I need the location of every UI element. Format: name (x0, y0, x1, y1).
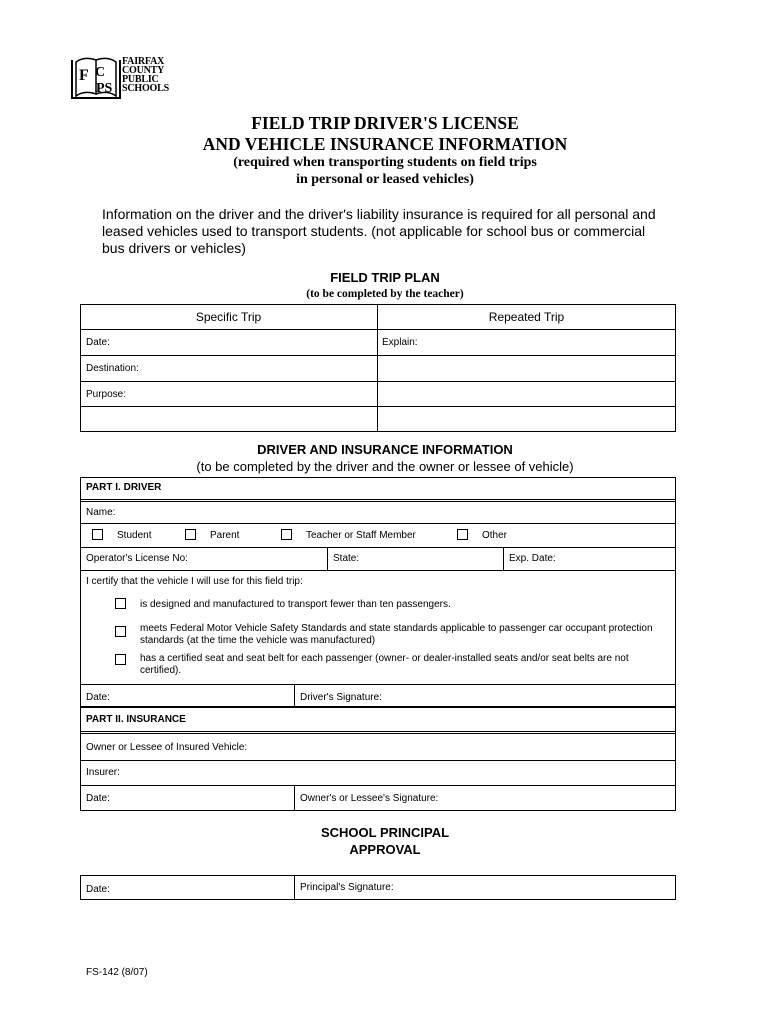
principal-heading-line2: APPROVAL (349, 842, 421, 857)
owner-signature-field[interactable]: Owner's or Lessee's Signature: (300, 793, 439, 804)
cert-checkbox-3[interactable] (115, 654, 126, 665)
cert-checkbox-1[interactable] (115, 598, 126, 609)
cert-checkbox-1-box[interactable] (115, 598, 126, 609)
part2-heading: PART II. INSURANCE (86, 714, 186, 725)
org-line-fairfax: FAIRFAX (122, 56, 165, 67)
part1-heading-rule (80, 499, 676, 502)
plan-subheading: (to be completed by the teacher) (306, 288, 464, 300)
plan-purpose-field[interactable]: Purpose: (86, 389, 127, 400)
plan-destination-field[interactable]: Destination: (86, 363, 139, 374)
svg-text:F: F (79, 67, 89, 84)
plan-date-field[interactable]: Date: (86, 337, 110, 348)
svg-text:PS: PS (96, 81, 113, 96)
plan-row-line (80, 355, 676, 356)
plan-explain-field[interactable]: Explain: (382, 337, 418, 348)
driver-sign-divider (294, 684, 295, 707)
driver-name-field[interactable]: Name: (86, 507, 116, 518)
checkbox-other-box[interactable] (457, 529, 468, 540)
part2-row-line (80, 785, 676, 786)
part1-row-line (80, 684, 676, 685)
checkbox-student[interactable] (92, 529, 103, 540)
plan-heading: FIELD TRIP PLAN (330, 270, 440, 285)
cert-checkbox-2-box[interactable] (115, 626, 126, 637)
checkbox-student-label: Student (117, 530, 152, 541)
part1-heading: PART I. DRIVER (86, 482, 162, 493)
org-line-schools: SCHOOLS (122, 83, 169, 94)
cert-text-2a: meets Federal Motor Vehicle Safety Standards and state standards applicable to passenger car occupant protection (140, 623, 653, 634)
fcps-logo-mark (70, 52, 130, 102)
plan-row-line (80, 329, 676, 330)
driver-insurance-heading: DRIVER AND INSURANCE INFORMATION (257, 442, 513, 457)
plan-col-repeated-trip: Repeated Trip (488, 310, 565, 324)
part2-heading-rule (80, 731, 676, 734)
owner-sign-divider (294, 785, 295, 811)
owner-date-field[interactable]: Date: (86, 793, 110, 804)
part1-row-line (80, 570, 676, 571)
plan-col-specific-trip: Specific Trip (195, 310, 262, 324)
checkbox-parent[interactable] (185, 529, 196, 540)
form-title-line2: AND VEHICLE INSURANCE INFORMATION (202, 134, 568, 154)
owner-lessee-field[interactable]: Owner or Lessee of Insured Vehicle: (86, 742, 248, 753)
intro-paragraph: Information on the driver and the driver's liability insurance is required for all personal and leased vehicles used to transport students. (not applicable for school bus or commercial bus drivers or vehicles) (102, 206, 656, 256)
plan-row-line (80, 381, 676, 382)
part1-row-line (80, 523, 676, 524)
license-row-divider (327, 547, 328, 570)
svg-text:C: C (95, 65, 106, 80)
checkbox-other-label: Other (482, 530, 508, 541)
part2-row-line (80, 760, 676, 761)
checkbox-parent-box[interactable] (185, 529, 196, 540)
license-state-field[interactable]: State: (333, 553, 360, 564)
driver-insurance-subheading: (to be completed by the driver and the owner or lessee of vehicle) (196, 459, 574, 474)
license-exp-date-field[interactable]: Exp. Date: (509, 553, 556, 564)
org-line-county: COUNTY (122, 65, 165, 76)
principal-sign-divider (294, 875, 295, 900)
checkbox-student-box[interactable] (92, 529, 103, 540)
form-subtitle-line1: (required when transporting students on field trips (233, 155, 537, 170)
org-line-public: PUBLIC (122, 74, 159, 85)
principal-date-field[interactable]: Date: (86, 884, 110, 895)
checkbox-other[interactable] (457, 529, 468, 540)
principal-signature-field[interactable]: Principal's Signature: (300, 882, 394, 893)
license-row-divider (503, 547, 504, 570)
cert-text-3b: certified). (140, 665, 182, 676)
checkbox-teacher-staff-box[interactable] (281, 529, 292, 540)
plan-row-line (80, 406, 676, 407)
cert-checkbox-2[interactable] (115, 626, 126, 637)
checkbox-teacher-staff[interactable] (281, 529, 292, 540)
certify-statement: I certify that the vehicle I will use for this field trip: (86, 576, 303, 587)
form-subtitle-line2: in personal or leased vehicles) (296, 172, 474, 187)
cert-text-1: is designed and manufactured to transport fewer than ten passengers. (140, 599, 451, 610)
part1-row-line (80, 547, 676, 548)
form-number: FS-142 (8/07) (86, 967, 148, 978)
cert-checkbox-3-box[interactable] (115, 654, 126, 665)
driver-signature-field[interactable]: Driver's Signature: (300, 692, 382, 703)
form-title-line1: FIELD TRIP DRIVER'S LICENSE (251, 113, 519, 133)
insurer-field[interactable]: Insurer: (86, 767, 120, 778)
fcps-org-name (122, 57, 169, 93)
cert-text-3a: has a certified seat and seat belt for each passenger (owner- or dealer-installed seats and/or seat belts are not (140, 653, 629, 664)
driver-date-field[interactable]: Date: (86, 692, 110, 703)
checkbox-teacher-staff-label: Teacher or Staff Member (306, 530, 416, 541)
license-number-field[interactable]: Operator's License No: (86, 553, 188, 564)
principal-heading-line1: SCHOOL PRINCIPAL (320, 825, 450, 840)
cert-text-2b: standards (at the time the vehicle was manufactured) (140, 635, 376, 646)
checkbox-parent-label: Parent (210, 530, 240, 541)
